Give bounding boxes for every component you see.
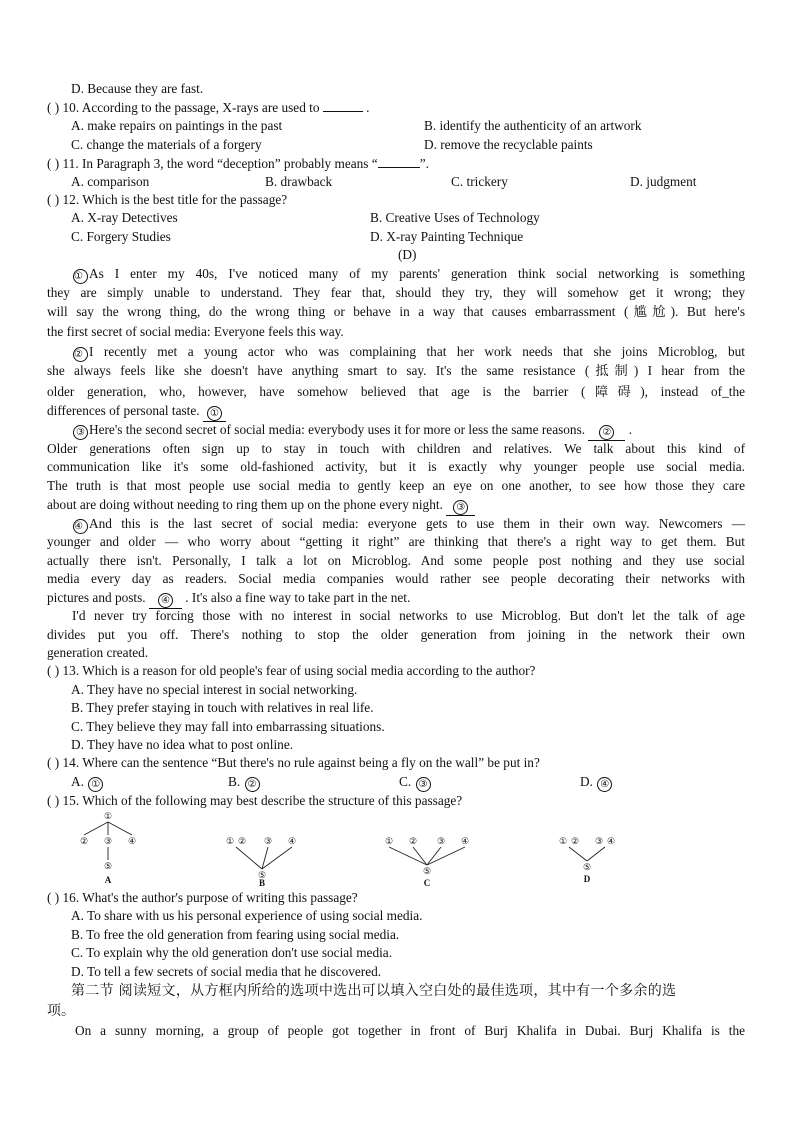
- q12-option-a[interactable]: A. X-ray Detectives: [71, 210, 178, 225]
- diagram-label-b[interactable]: B: [258, 878, 266, 888]
- paragraph-1-line: the first secret of social media: Everyone feels this way.: [47, 324, 344, 339]
- answer-bracket[interactable]: ( ): [47, 156, 60, 171]
- paragraph-4-line: younger and older — who worry about “getting it right” are thinking that there's a right way to get them. But: [47, 534, 745, 549]
- circle-num: ②: [73, 347, 88, 362]
- circle-num: ①: [88, 777, 103, 792]
- diagram-label-d[interactable]: D: [583, 874, 591, 884]
- q10-stem: ( ) 10. According to the passage, X-rays are used to .: [47, 100, 370, 115]
- node-5: ⑤: [257, 870, 267, 880]
- node-1: ①: [103, 811, 113, 821]
- answer-bracket[interactable]: ( ): [47, 663, 60, 678]
- node-2: ②: [408, 836, 418, 846]
- circle-num: ③: [73, 425, 88, 440]
- node-4: ④: [460, 836, 470, 846]
- answer-blank[interactable]: [323, 99, 363, 112]
- circle-num: ③: [453, 500, 468, 515]
- q10-option-d[interactable]: D. remove the recyclable paints: [424, 137, 593, 152]
- q13-option-d[interactable]: D. They have no idea what to post online.: [71, 737, 294, 752]
- circle-num: ②: [245, 777, 260, 792]
- q16-option-a[interactable]: A. To share with us his personal experience of using social media.: [71, 908, 423, 923]
- circle-num: ④: [73, 519, 88, 534]
- q12-option-c[interactable]: C. Forgery Studies: [71, 229, 171, 244]
- answer-bracket[interactable]: ( ): [47, 192, 60, 207]
- answer-blank[interactable]: [378, 155, 420, 168]
- passage-heading: (D): [398, 247, 417, 262]
- paragraph-5-line: I'd never try forcing those with no interest in social networks to use Microblog. But don't let the talk of age: [72, 608, 745, 623]
- paragraph-2-line: she always feels like she doesn't have anything smart to say. It's the same resistance (抵制) I hear from the: [47, 363, 745, 378]
- paragraph-3-line: about are doing without needing to ring them up on the phone every night. ③: [47, 497, 475, 516]
- q15-stem: ( ) 15. Which of the following may best describe the structure of this passage?: [47, 793, 463, 808]
- circle-num: ②: [599, 425, 614, 440]
- diagram-label-a[interactable]: A: [104, 875, 112, 885]
- q11-option-a[interactable]: A. comparison: [71, 174, 150, 189]
- q11-stem: ( ) 11. In Paragraph 3, the word “deception” probably means “ ”.: [47, 156, 429, 171]
- q10-option-a[interactable]: A. make repairs on paintings in the past: [71, 118, 283, 133]
- q10-option-b[interactable]: B. identify the authenticity of an artwork: [424, 118, 642, 133]
- q11-option-c[interactable]: C. trickery: [451, 174, 508, 189]
- node-1: ①: [558, 836, 568, 846]
- q16-stem: ( ) 16. What's the author's purpose of writing this passage?: [47, 890, 358, 905]
- paragraph-3-line: communication like it's some old-fashioned activity, but it is exactly why younger people use social media.: [47, 459, 745, 474]
- node-3: ③: [436, 836, 446, 846]
- paragraph-5-line: generation created.: [47, 645, 149, 660]
- paragraph-4-line: media every day as readers. Social media companies would rather see people decorating their networks with: [47, 571, 745, 586]
- q10-option-c[interactable]: C. change the materials of a forgery: [71, 137, 262, 152]
- node-4: ④: [127, 836, 137, 846]
- q11-option-b[interactable]: B. drawback: [265, 174, 333, 189]
- node-3: ③: [263, 836, 273, 846]
- q13-option-b[interactable]: B. They prefer staying in touch with relatives in real life.: [71, 700, 374, 715]
- q12-stem: ( ) 12. Which is the best title for the passage?: [47, 192, 288, 207]
- q14-option-b[interactable]: B. ②: [228, 774, 261, 792]
- node-2: ②: [570, 836, 580, 846]
- q12-option-d[interactable]: D. X-ray Painting Technique: [370, 229, 524, 244]
- q14-option-c[interactable]: C. ③: [399, 774, 432, 792]
- answer-bracket[interactable]: ( ): [47, 100, 60, 115]
- paragraph-4-line: actually there isn't. Personally, I talk a lot on Microblog. And some people post nothing and they use social: [47, 553, 745, 568]
- paragraph-3-line: The truth is that most people use social media to gently keep an eye on one another, to see how those they care: [47, 478, 745, 493]
- diagram-label-c[interactable]: C: [423, 878, 431, 888]
- circle-num: ④: [597, 777, 612, 792]
- circle-num: ③: [416, 777, 431, 792]
- node-4: ④: [287, 836, 297, 846]
- section2-instructions-cont: 项。: [47, 1003, 75, 1019]
- paragraph-4-line: pictures and posts. ④ . It's also a fine way to take part in the net.: [47, 590, 410, 609]
- q14-option-a[interactable]: A. ①: [71, 774, 104, 792]
- answer-blank-2[interactable]: [588, 422, 625, 441]
- q13-option-c[interactable]: C. They believe they may fall into embarrassing situations.: [71, 719, 385, 734]
- section2-instructions: 第二节 阅读短文，从方框内所给的选项中选出可以填入空白处的最佳选项，其中有一个多余的选: [71, 983, 677, 999]
- paragraph-2-line: older generation, who, however, have somehow believed that age is the barrier (障碍), instead of_the: [47, 384, 745, 399]
- circle-num: ①: [207, 406, 222, 421]
- node-5: ⑤: [103, 861, 113, 871]
- q12-option-b[interactable]: B. Creative Uses of Technology: [370, 210, 540, 225]
- q11-option-d[interactable]: D. judgment: [630, 174, 697, 189]
- structure-diagrams: [60, 808, 660, 888]
- node-4: ④: [606, 836, 616, 846]
- paragraph-5-line: divides put you off. There's nothing to stop the older generation from joining in the network their own: [47, 627, 745, 642]
- q16-option-b[interactable]: B. To free the old generation from fearing using social media.: [71, 927, 400, 942]
- paragraph-3-line: Older generations often sign up to stay in touch with children and relatives. We talk about this kind of: [47, 441, 745, 456]
- q13-stem: ( ) 13. Which is a reason for old people's fear of using social media according to the author?: [47, 663, 536, 678]
- answer-bracket[interactable]: ( ): [47, 793, 60, 808]
- q14-option-d[interactable]: D. ④: [580, 774, 613, 792]
- paragraph-1-line: they are simply unable to understand. They fear that, should they try, they will somehow get it wrong; they: [47, 285, 745, 300]
- node-2: ②: [237, 836, 247, 846]
- q9-option-d: D. Because they are fast.: [71, 81, 204, 96]
- node-5: ⑤: [422, 866, 432, 876]
- paragraph-2-line: differences of personal taste. ①: [47, 403, 226, 422]
- q13-option-a[interactable]: A. They have no special interest in social networking.: [71, 682, 358, 697]
- paragraph-2-line: ② I recently met a young actor who was complaining that her work needs that she joins Microblog, but: [74, 344, 745, 360]
- next-passage-line: On a sunny morning, a group of people got together in front of Burj Khalifa in Dubai. Burj Khalifa is the: [75, 1023, 745, 1038]
- node-5: ⑤: [582, 862, 592, 872]
- circle-num: ①: [73, 269, 88, 284]
- answer-blank-3[interactable]: [446, 497, 475, 516]
- node-1: ①: [384, 836, 394, 846]
- q16-option-c[interactable]: C. To explain why the old generation don't use social media.: [71, 945, 393, 960]
- paragraph-3-line: ③ Here's the second secret of social media: everybody uses it for more or less the same reasons. ② .: [72, 422, 632, 441]
- answer-bracket[interactable]: ( ): [47, 755, 60, 770]
- node-3: ③: [103, 836, 113, 846]
- answer-blank-4[interactable]: [149, 590, 182, 609]
- circle-num: ④: [158, 593, 173, 608]
- answer-bracket[interactable]: ( ): [47, 890, 60, 905]
- paragraph-4-line: ④ And this is the last secret of social media: everyone gets to use them in their own way. Newcomers —: [74, 516, 745, 532]
- q16-option-d[interactable]: D. To tell a few secrets of social media that he discovered.: [71, 964, 382, 979]
- node-1: ①: [225, 836, 235, 846]
- paragraph-1-line: will say the wrong thing, do the wrong thing or behave in a way that causes embarrassment (尴尬). But here's: [47, 304, 745, 319]
- q14-stem: ( ) 14. Where can the sentence “But there's no rule against being a fly on the wall” be put in?: [47, 755, 540, 770]
- paragraph-1-line: ① As I enter my 40s, I've noticed many of my parents' generation think social networking is something: [74, 266, 745, 282]
- answer-blank-1[interactable]: [203, 403, 226, 422]
- node-3: ③: [594, 836, 604, 846]
- node-2: ②: [79, 836, 89, 846]
